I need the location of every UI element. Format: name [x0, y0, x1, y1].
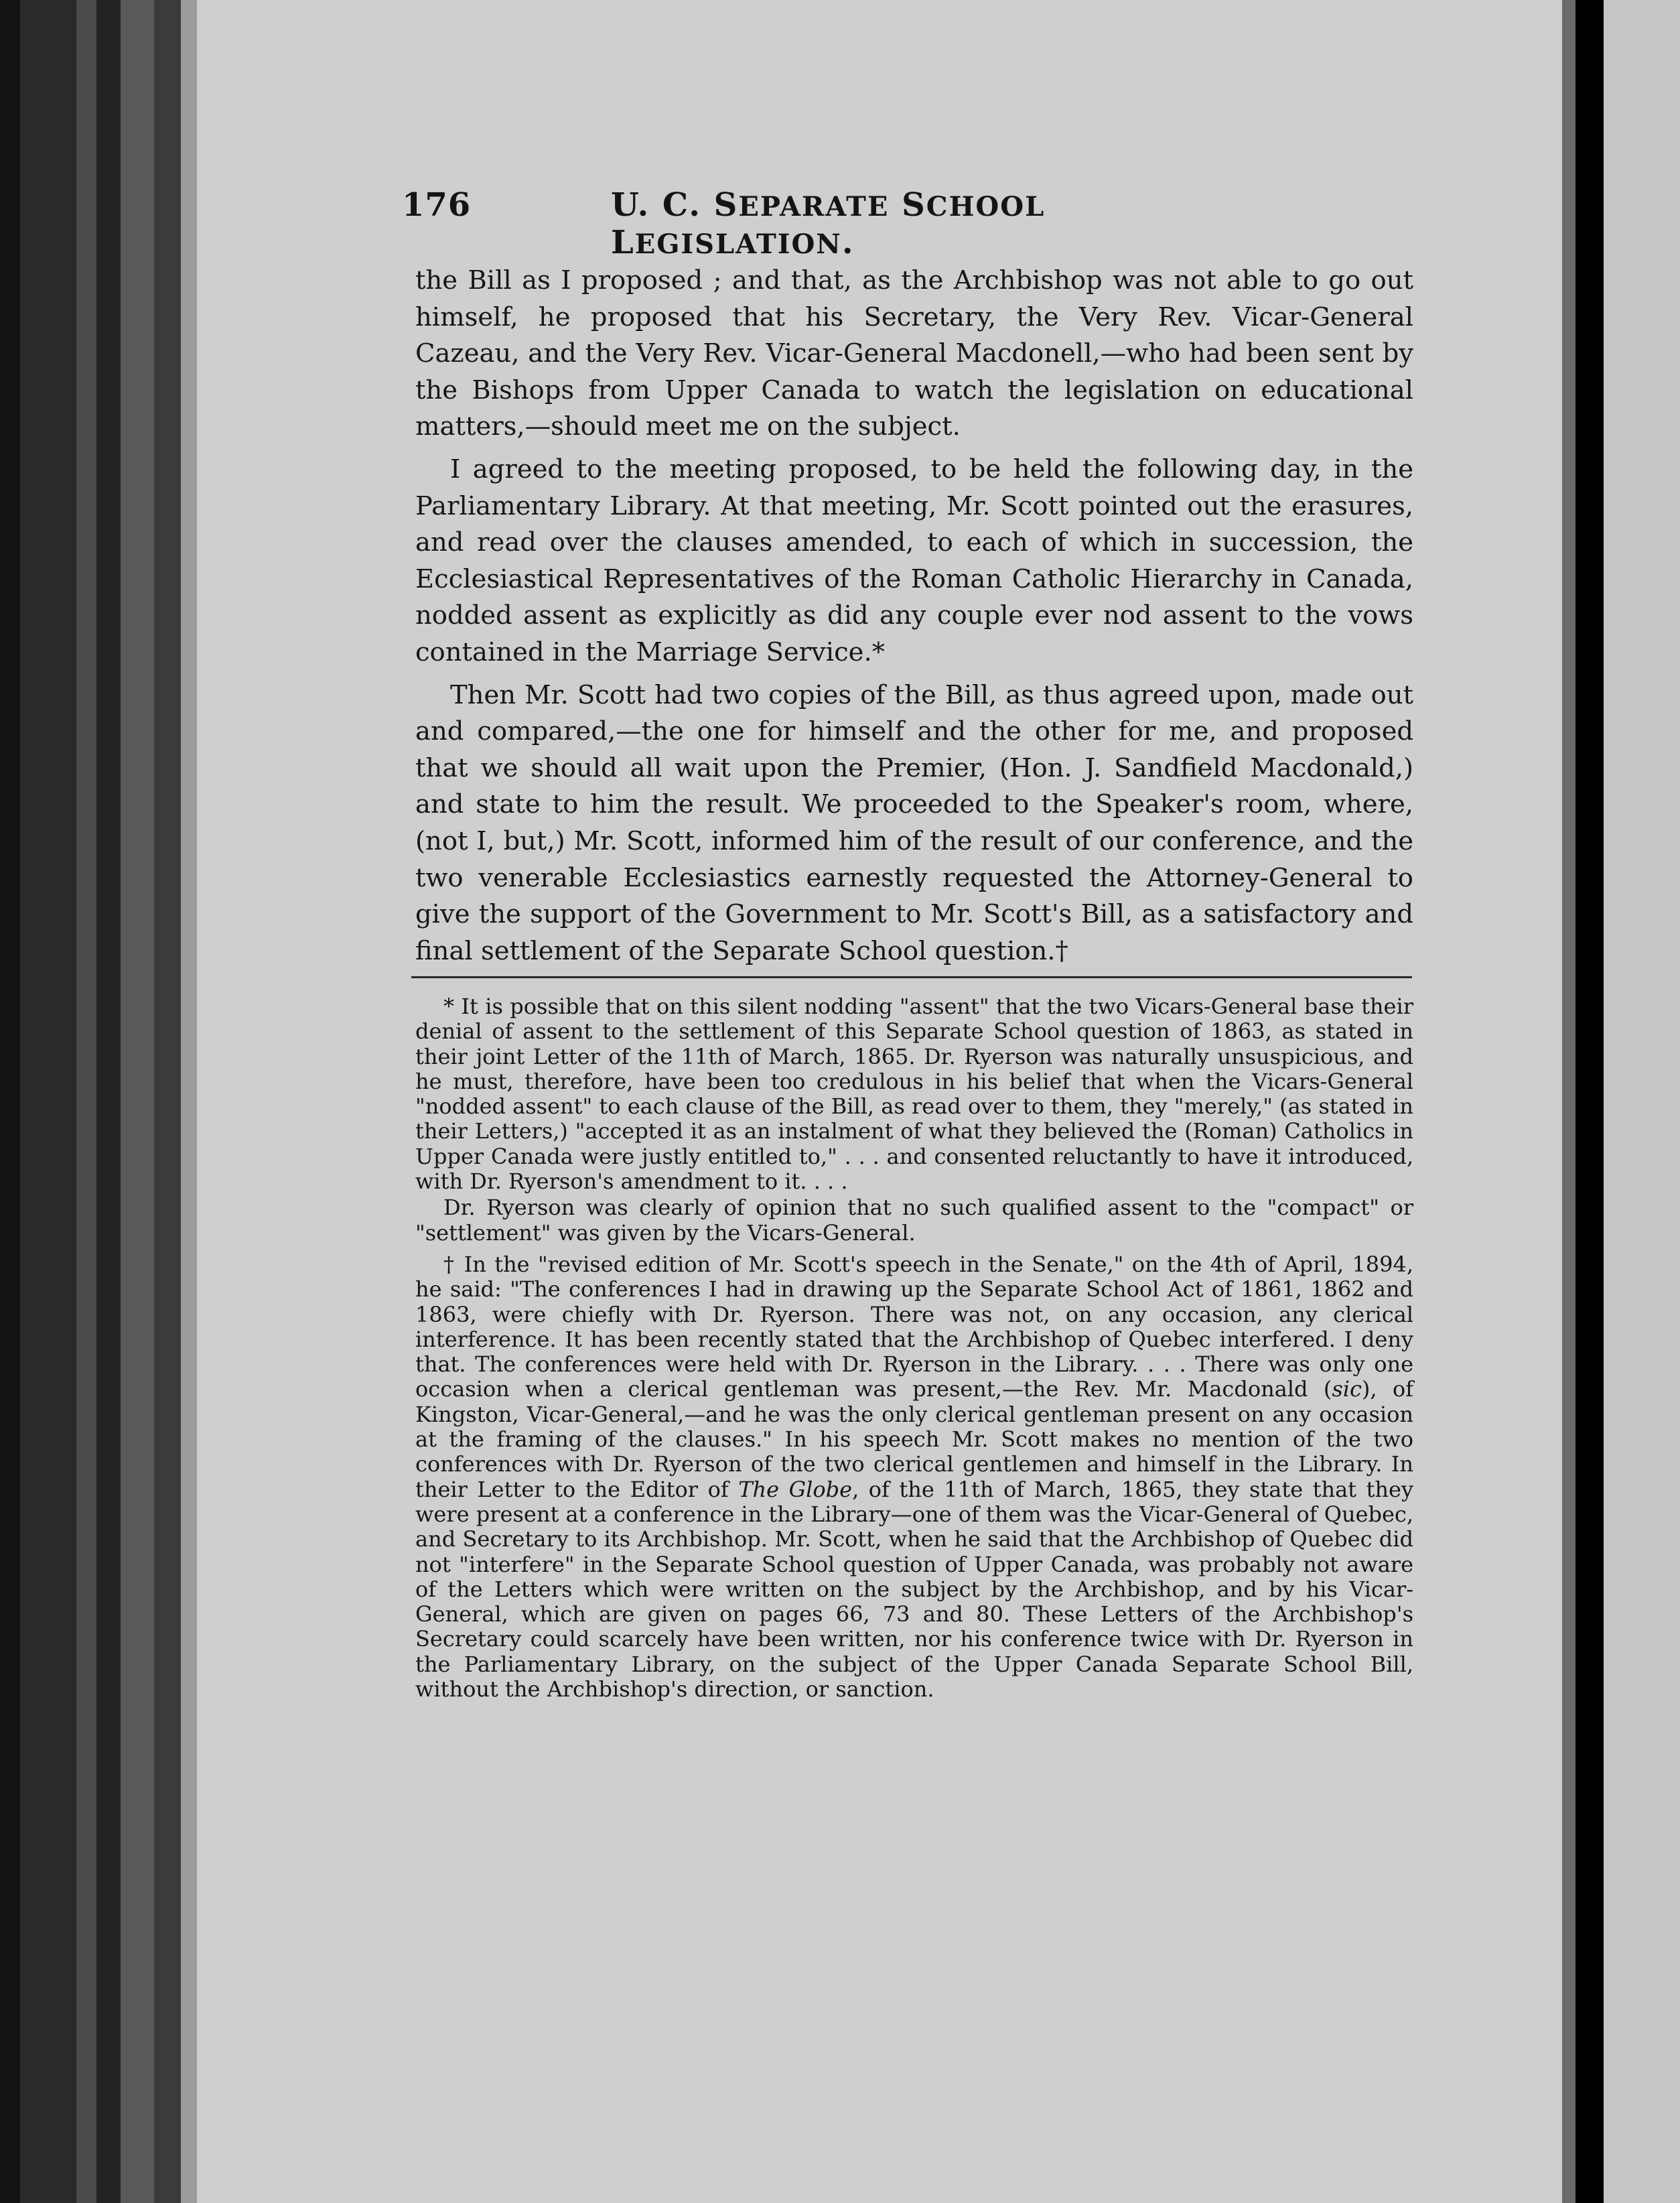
- scan-border-strip: [96, 0, 121, 2203]
- adjacent-page-edge: [1604, 0, 1680, 2203]
- running-title: U. C. SEPARATE SCHOOL LEGISLATION.: [611, 186, 1046, 261]
- footnote-dagger: † In the "revised edition of Mr. Scott's speech in the Senate," on the 4th of April, 1894, he said: "The conferences I had in drawing up the Separate School Act of 1861, 1862 and 1863, were chiefly with Dr. Ryerson. There was not, on any occasion, any clerical interference. It has been recently stated that the Archbishop of Quebec interfered. I deny that. The conferences were held with Dr. Ryerson in the Library. . . . There was only one occasion when a clerical gentleman was present,—the Rev. Mr. Macdonald (sic), of Kingston, Vicar-General,—and he was the only clerical gentleman present on any occasion at the framing of the clauses." In his speech Mr. Scott makes no mention of the two conferences with Dr. Ryerson of the two clerical gentlemen and himself in the Library. In their Letter to the Editor of The Globe, of the 11th of March, 1865, they state that they were present at a conference in the Library—one of them was the Vicar-General of Quebec, and Secretary to its Archbishop. Mr. Scott, when he said that the Archbishop of Quebec did not "interfere" in the Separate School question of Upper Canada, was probably not aware of the Letters which were written on the subject by the Archbishop, and by his Vicar-General, which are given on pages 66, 73 and 80. These Letters of the Archbishop's Secretary could scarcely have been written, nor his conference twice with Dr. Ryerson in the Parliamentary Library, on the subject of the Upper Canada Separate School Bill, without the Archbishop's direction, or sanction.: [415, 1251, 1414, 1703]
- scan-border-strip: [20, 0, 76, 2203]
- footnotes: [415, 994, 1413, 1702]
- scan-border-strip: [0, 0, 20, 2203]
- scan-border-strip: [121, 0, 154, 2203]
- page-left-edge: [181, 0, 197, 2203]
- paragraph: I agreed to the meeting proposed, to be held the following day, in the Parliamentary Library. At that meeting, Mr. Scott pointed out the erasures, and read over the clauses amended, to each of which in succession, the Ecclesiastical Representatives of the Roman Catholic Hierarchy in Canada, nodded assent as explicitly as did any couple ever nod assent to the vows contained in the Marriage Service.*: [415, 454, 1413, 667]
- scan-border-strip: [154, 0, 181, 2203]
- book-gutter: [1576, 0, 1604, 2203]
- page-number: 176: [402, 186, 472, 224]
- paragraph: the Bill as I proposed ; and that, as the Archbishop was not able to go out himself, he proposed that his Secretary, the Very Rev. Vicar-General Cazeau, and the Very Rev. Vicar-General Macdonell,—who had been sent by the Bishops from Upper Canada to watch the legislation on educational matters,—should meet me on the subject.: [415, 265, 1413, 442]
- footnote-asterisk: * It is possible that on this silent nodding "assent" that the two Vicars-General base their denial of assent to the settlement of this Separate School question of 1863, as stated in their joint Letter of the 11th of March, 1865. Dr. Ryerson was naturally unsuspicious, and he must, therefore, have been too credulous in his belief that when the Vicars-General "nodded assent" to each clause of the Bill, as read over to them, they "merely," (as stated in their Letters,) "accepted it as an instalment of what they believed the (Roman) Catholics in Upper Canada were justly entitled to," . . . and consented reluctantly to have it introduced, with Dr. Ryerson's amendment to it. . . .: [415, 994, 1413, 1195]
- footnote-divider: [411, 976, 1412, 978]
- page-header: [402, 186, 1233, 261]
- main-text: [415, 263, 1413, 970]
- footnote-asterisk-continued: Dr. Ryerson was clearly of opinion that no such qualified assent to the "compact" or "settlement" was given by the Vicars-General.: [415, 1195, 1413, 1246]
- scan-border-strip: [76, 0, 96, 2203]
- paragraph: Then Mr. Scott had two copies of the Bill, as thus agreed upon, made out and compared,—the one for himself and the other for me, and proposed that we should all wait upon the Premier, (Hon. J. Sandfield Macdonald,) and state to him the result. We proceeded to the Speaker's room, where, (not I, but,) Mr. Scott, informed him of the result of our conference, and the two venerable Ecclesiastics earnestly requested the Attorney-General to give the support of the Government to Mr. Scott's Bill, as a satisfactory and final settlement of the Separate School question.†: [415, 679, 1413, 966]
- page-right-edge: [1562, 0, 1576, 2203]
